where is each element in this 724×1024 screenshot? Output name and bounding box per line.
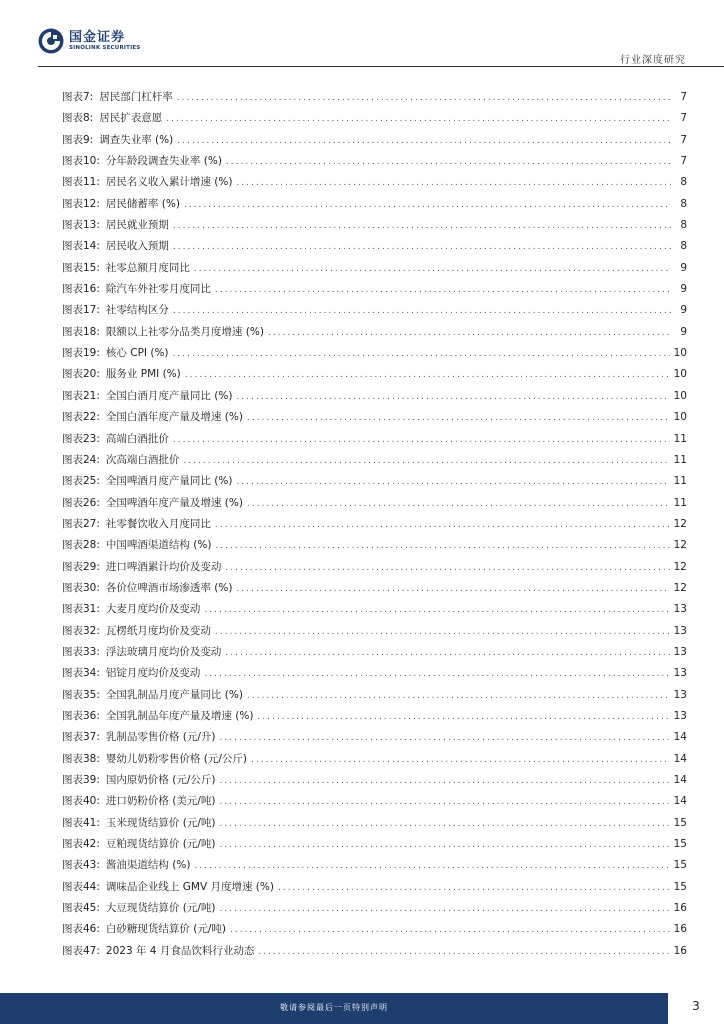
toc-dot-leader: [247, 494, 670, 515]
toc-figure-title: 全国乳制品年度产量及增速 (%): [105, 709, 254, 722]
toc-figure-number: 图表21:: [62, 389, 100, 402]
toc-figure-title: 各价位啤酒市场渗透率 (%): [105, 581, 233, 594]
toc-figure-title: 大麦月度均价及变动: [105, 603, 201, 616]
page-header: [0, 0, 724, 70]
toc-page-number: 15: [673, 859, 687, 872]
toc-figure-title: 居民储蓄率 (%): [105, 197, 180, 210]
toc-dot-leader: [185, 365, 670, 386]
toc-page-number: 15: [673, 838, 687, 851]
toc-page-number: 7: [680, 133, 687, 146]
toc-figure-title: 玉米现货结算价 (元/吨): [105, 816, 216, 829]
toc-figure-title: 居民扩表意愿: [99, 112, 163, 125]
toc-figure-title: 全国啤酒年度产量及增速 (%): [105, 496, 243, 509]
toc-figure-number: 图表39:: [62, 774, 100, 786]
toc-dot-leader: [204, 600, 669, 621]
toc-dot-leader: [247, 686, 670, 707]
toc-entry[interactable]: [62, 791, 687, 812]
toc-figure-title: 婴幼儿奶粉零售价格 (元/公斤): [105, 752, 247, 765]
toc-figure-number: 图表46:: [62, 923, 100, 936]
toc-figure-title: 中国啤酒渠道结构 (%): [105, 539, 212, 552]
toc-entry[interactable]: [62, 749, 687, 770]
toc-page-number: 14: [673, 731, 687, 744]
toc-page-number: 12: [673, 539, 687, 552]
toc-entry[interactable]: [62, 877, 687, 898]
toc-page-number: 7: [680, 91, 687, 103]
toc-dot-leader: [257, 707, 669, 728]
toc-figure-title: 社零总额月度同比: [105, 261, 190, 274]
toc-dot-leader: [219, 814, 669, 835]
toc-dot-leader: [236, 173, 671, 194]
toc-dot-leader: [236, 579, 669, 600]
toc-dot-leader: [173, 430, 670, 451]
toc-dot-leader: [204, 664, 669, 685]
toc-dot-leader: [215, 280, 671, 301]
toc-entry[interactable]: [62, 194, 687, 215]
toc-entry[interactable]: [62, 279, 687, 300]
toc-figure-title: 进口奶粉价格 (美元/吨): [105, 795, 216, 808]
toc-figure-number: 图表27:: [62, 517, 100, 530]
toc-figure-number: 图表8:: [62, 112, 94, 125]
toc-entry[interactable]: [62, 429, 687, 450]
toc-figure-number: 图表42:: [62, 838, 100, 851]
footer-disclaimer: 敬请参阅最后一页特别声明: [280, 1003, 388, 1012]
toc-figure-title: 除汽车外社零月度同比: [105, 283, 211, 296]
toc-figure-title: 服务业 PMI (%): [105, 368, 181, 381]
toc-entry[interactable]: [62, 578, 687, 599]
toc-figure-number: 图表14:: [62, 240, 100, 253]
toc-dot-leader: [173, 344, 670, 365]
logo-chinese-name: 国金证券: [69, 29, 126, 45]
page-footer: [0, 993, 724, 1024]
toc-entry[interactable]: [62, 386, 687, 407]
toc-figure-number: 图表44:: [62, 880, 100, 893]
toc-figure-title: 社零结构区分: [105, 304, 169, 317]
toc-page-number: 7: [680, 155, 687, 168]
toc-figure-number: 图表43:: [62, 859, 100, 872]
toc-figure-title: 铝锭月度均价及变动: [105, 667, 201, 680]
toc-figure-number: 图表45:: [62, 902, 100, 915]
toc-dot-leader: [268, 323, 671, 344]
toc-figure-number: 图表9:: [62, 133, 94, 146]
toc-entry[interactable]: [62, 493, 687, 514]
toc-entry[interactable]: [62, 535, 687, 556]
toc-page-number: 15: [673, 816, 687, 829]
toc-page-number: 11: [673, 475, 687, 488]
toc-entry[interactable]: [62, 407, 687, 428]
toc-dot-leader: [184, 195, 671, 216]
toc-figure-number: 图表26:: [62, 496, 100, 509]
toc-figure-title: 大豆现货结算价 (元/吨): [105, 902, 216, 915]
toc-entry[interactable]: [62, 621, 687, 642]
toc-page-number: 10: [673, 347, 687, 360]
toc-page-number: 15: [673, 880, 687, 893]
toc-figure-title: 调味品企业线上 GMV 月度增速 (%): [105, 880, 274, 893]
toc-figure-title: 分年龄段调查失业率 (%): [105, 155, 222, 168]
toc-dot-leader: [215, 622, 670, 643]
toc-entry[interactable]: [62, 322, 687, 343]
toc-figure-number: 图表13:: [62, 219, 100, 232]
toc-figure-number: 图表19:: [62, 347, 100, 360]
toc-dot-leader: [177, 88, 671, 109]
toc-figure-number: 图表15:: [62, 261, 100, 274]
toc-dot-leader: [219, 728, 669, 749]
toc-dot-leader: [219, 792, 669, 813]
toc-entry[interactable]: [62, 108, 687, 129]
toc-figure-number: 图表12:: [62, 197, 100, 210]
toc-figure-title: 高端白酒批价: [105, 432, 169, 445]
toc-figure-number: 图表29:: [62, 560, 100, 573]
toc-page-number: 16: [673, 923, 687, 936]
toc-entry[interactable]: [62, 663, 687, 684]
page-number: 3: [692, 999, 700, 1013]
toc-entry[interactable]: [62, 151, 687, 172]
toc-figure-number: 图表28:: [62, 539, 100, 552]
toc-page-number: 14: [673, 795, 687, 808]
toc-dot-leader: [278, 878, 670, 899]
toc-figure-number: 图表35:: [62, 688, 100, 701]
toc-page-number: 11: [673, 432, 687, 445]
toc-figure-title: 浮法玻璃月度均价及变动: [105, 645, 222, 658]
toc-entry[interactable]: [62, 706, 687, 727]
toc-figure-number: 图表25:: [62, 475, 100, 488]
toc-figure-number: 图表11:: [62, 176, 100, 189]
toc-figure-number: 图表23:: [62, 432, 100, 445]
toc-figure-number: 图表37:: [62, 731, 100, 744]
toc-figure-title: 全国乳制品月度产量同比 (%): [105, 688, 243, 701]
toc-figure-number: 图表24:: [62, 453, 100, 466]
toc-dot-leader: [236, 472, 669, 493]
toc-figure-number: 图表17:: [62, 304, 100, 317]
logo-english-name: SINOLINK SECURITIES: [69, 44, 141, 51]
toc-entry[interactable]: [62, 215, 687, 236]
toc-page-number: 16: [673, 944, 687, 957]
toc-entry[interactable]: [62, 471, 687, 492]
toc-page-number: 12: [673, 560, 687, 573]
toc-page-number: 10: [673, 368, 687, 381]
toc-page-number: 12: [673, 581, 687, 594]
figure-list: [62, 87, 687, 962]
toc-dot-leader: [226, 152, 671, 173]
toc-figure-number: 图表33:: [62, 645, 100, 658]
toc-figure-title: 全国白酒月度产量同比 (%): [105, 389, 233, 402]
toc-page-number: 14: [673, 774, 687, 786]
toc-entry[interactable]: [62, 300, 687, 321]
toc-figure-title: 居民收入预期: [105, 240, 169, 253]
toc-figure-title: 限额以上社零分品类月度增速 (%): [105, 325, 264, 338]
toc-entry[interactable]: [62, 855, 687, 876]
company-logo: [38, 28, 140, 54]
toc-figure-title: 核心 CPI (%): [105, 347, 169, 360]
toc-page-number: 8: [680, 219, 687, 232]
toc-entry[interactable]: [62, 87, 687, 108]
toc-dot-leader: [177, 131, 671, 152]
toc-dot-leader: [173, 216, 671, 237]
toc-dot-leader: [219, 835, 669, 856]
toc-entry[interactable]: [62, 941, 687, 962]
toc-page-number: 13: [673, 709, 687, 722]
toc-entry[interactable]: [62, 236, 687, 257]
toc-figure-title: 次高端白酒批价: [105, 453, 180, 466]
toc-entry[interactable]: [62, 514, 687, 535]
toc-figure-title: 调查失业率 (%): [99, 133, 174, 146]
toc-figure-number: 图表40:: [62, 795, 100, 808]
toc-figure-title: 社零餐饮收入月度同比: [105, 517, 211, 530]
toc-page-number: 13: [673, 667, 687, 680]
toc-figure-number: 图表31:: [62, 603, 100, 616]
toc-entry[interactable]: [62, 770, 687, 791]
toc-page-number: 10: [673, 389, 687, 402]
toc-dot-leader: [194, 856, 669, 877]
toc-figure-number: 图表16:: [62, 283, 100, 296]
toc-dot-leader: [247, 408, 670, 429]
toc-page-number: 14: [673, 752, 687, 765]
toc-figure-title: 白砂糖现货结算价 (元/吨): [105, 923, 226, 936]
toc-dot-leader: [251, 750, 670, 771]
toc-page-number: 16: [673, 902, 687, 915]
toc-dot-leader: [194, 259, 671, 280]
toc-figure-title: 酱油渠道结构 (%): [105, 859, 191, 872]
toc-figure-number: 图表32:: [62, 624, 100, 637]
toc-page-number: 13: [673, 688, 687, 701]
footer-band: [0, 993, 668, 1024]
toc-page-number: 9: [680, 325, 687, 338]
toc-entry[interactable]: [62, 343, 687, 364]
toc-figure-title: 居民名义收入累计增速 (%): [105, 176, 233, 189]
toc-entry[interactable]: [62, 685, 687, 706]
toc-figure-title: 全国啤酒月度产量同比 (%): [105, 475, 233, 488]
toc-dot-leader: [219, 771, 669, 792]
toc-figure-title: 居民部门杠杆率: [99, 91, 173, 103]
toc-figure-number: 图表22:: [62, 411, 100, 424]
toc-page-number: 8: [680, 240, 687, 253]
toc-page-number: 12: [673, 517, 687, 530]
toc-figure-title: 乳制品零售价格 (元/升): [105, 731, 216, 744]
toc-page-number: 9: [680, 261, 687, 274]
toc-entry[interactable]: [62, 898, 687, 919]
report-type-label: 行业深度研究: [620, 55, 686, 66]
toc-figure-number: 图表18:: [62, 325, 100, 338]
toc-entry[interactable]: [62, 642, 687, 663]
toc-dot-leader: [173, 301, 671, 322]
toc-page-number: 8: [680, 197, 687, 210]
toc-entry[interactable]: [62, 834, 687, 855]
toc-figure-number: 图表20:: [62, 368, 100, 381]
toc-page-number: 10: [673, 411, 687, 424]
toc-figure-number: 图表41:: [62, 816, 100, 829]
toc-figure-title: 瓦楞纸月度均价及变动: [105, 624, 211, 637]
toc-page-number: 13: [673, 603, 687, 616]
toc-figure-title: 国内原奶价格 (元/公斤): [105, 774, 216, 786]
toc-dot-leader: [215, 515, 670, 536]
toc-page-number: 11: [673, 453, 687, 466]
toc-entry[interactable]: [62, 919, 687, 940]
toc-page-number: 9: [680, 283, 687, 296]
toc-figure-title: 进口啤酒累计均价及变动: [105, 560, 222, 573]
toc-entry[interactable]: [62, 557, 687, 578]
toc-dot-leader: [258, 942, 669, 963]
toc-page-number: 11: [673, 496, 687, 509]
toc-figure-title: 2023 年 4 月食品饮料行业动态: [105, 944, 255, 957]
toc-figure-number: 图表30:: [62, 581, 100, 594]
toc-entry[interactable]: [62, 172, 687, 193]
toc-entry[interactable]: [62, 364, 687, 385]
toc-dot-leader: [225, 558, 669, 579]
toc-figure-number: 图表10:: [62, 155, 100, 168]
toc-dot-leader: [166, 109, 671, 130]
toc-dot-leader: [183, 451, 669, 472]
toc-dot-leader: [230, 920, 670, 941]
toc-entry[interactable]: [62, 813, 687, 834]
toc-entry[interactable]: [62, 727, 687, 748]
toc-entry[interactable]: [62, 130, 687, 151]
toc-page-number: 9: [680, 304, 687, 317]
toc-page-number: 13: [673, 624, 687, 637]
toc-entry[interactable]: [62, 258, 687, 279]
toc-figure-number: 图表7:: [62, 91, 94, 103]
toc-figure-number: 图表47:: [62, 944, 100, 957]
toc-page-number: 8: [680, 176, 687, 189]
toc-figure-title: 豆粕现货结算价 (元/吨): [105, 838, 216, 851]
toc-dot-leader: [236, 387, 669, 408]
sinolink-logo-icon: [38, 28, 64, 54]
header-divider: [38, 66, 724, 67]
toc-dot-leader: [173, 237, 671, 258]
toc-figure-title: 全国白酒年度产量及增速 (%): [105, 411, 243, 424]
toc-page-number: 13: [673, 645, 687, 658]
toc-page-number: 7: [680, 112, 687, 125]
toc-entry[interactable]: [62, 599, 687, 620]
toc-dot-leader: [215, 536, 669, 557]
toc-figure-number: 图表38:: [62, 752, 100, 765]
toc-dot-leader: [219, 899, 669, 920]
toc-figure-title: 居民就业预期: [105, 219, 169, 232]
toc-figure-number: 图表36:: [62, 709, 100, 722]
toc-figure-number: 图表34:: [62, 667, 100, 680]
toc-entry[interactable]: [62, 450, 687, 471]
toc-dot-leader: [225, 643, 669, 664]
